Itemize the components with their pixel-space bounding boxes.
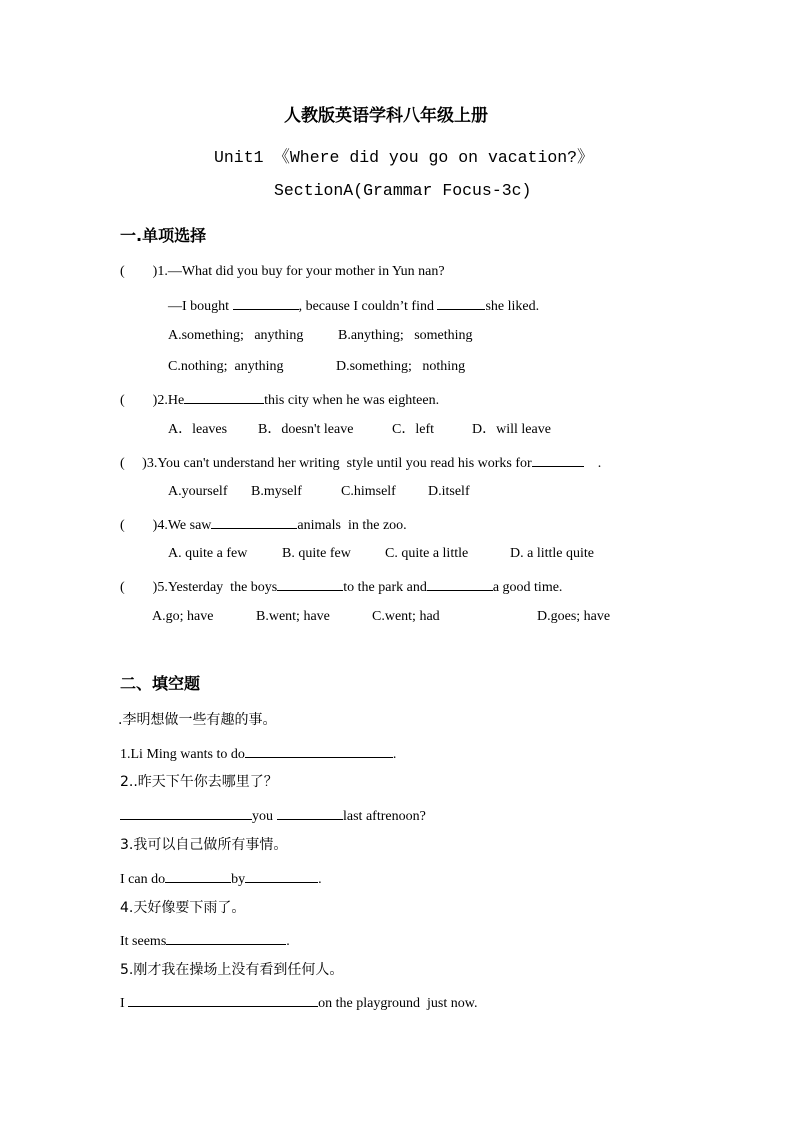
item-text: last aftrenoon? [343,809,426,824]
stem-text: she liked. [485,299,540,314]
option-b[interactable]: B.went; have [256,609,330,624]
option-c[interactable]: C．left [392,422,434,437]
section-title: SectionA(Grammar Focus-3c) [274,181,532,200]
option-d[interactable]: D. a little quite [510,546,594,561]
option-b[interactable]: B.anything; something [338,328,473,343]
stem-text: Yesterday the boys [167,580,278,595]
item-4-chinese: 4.天好像要下雨了。 [120,900,246,916]
answer-bracket[interactable]: ( ) [120,393,158,408]
option-a[interactable]: A．leaves [168,422,228,437]
item-text: . [318,872,322,887]
question-2 [120,389,439,410]
item-3-chinese: 3.我可以自己做所有事情。 [120,837,288,853]
worksheet-title: 人教版英语学科八年级上册 [284,106,488,126]
answer-blank[interactable] [437,295,485,310]
answer-blank[interactable] [128,992,318,1007]
question-number: 4. [157,518,168,533]
item-text: . [286,934,290,949]
item-1-english [120,743,396,764]
answer-blank[interactable] [233,295,299,310]
question-5 [120,576,562,597]
answer-blank[interactable] [277,805,343,820]
option-d[interactable]: D.goes; have [537,609,611,624]
option-c[interactable]: C.nothing; anything [168,359,284,374]
question-4 [120,514,407,535]
item-5-english [120,992,477,1013]
item-text: by [231,872,246,887]
option-b[interactable]: B．doesn't leave [258,422,354,437]
item-text: on the playground just now. [318,996,478,1011]
stem-text: this city when he was eighteen. [264,393,440,408]
item-3-english [120,868,322,889]
question-3 [120,452,601,473]
item-text: It seems [120,934,167,949]
stem-text: We saw [167,518,212,533]
answer-blank[interactable] [184,389,264,404]
item-text: I can do [120,872,166,887]
stem-text: , because I couldn’t find [298,299,438,314]
question-stem: —What did you buy for your mother in Yun nan? [167,264,445,279]
option-d[interactable]: D.itself [428,484,470,499]
question-number: 2. [157,393,168,408]
answer-bracket[interactable]: ( ) [120,264,158,279]
answer-blank[interactable] [277,576,343,591]
item-text: . [392,747,397,762]
stem-text: . [597,456,602,471]
item-4-english [120,930,290,951]
item-2-english [120,805,426,826]
answer-blank[interactable] [120,805,252,820]
item-5-chinese: 5.刚才我在操场上没有看到任何人。 [120,962,344,978]
stem-text: to the park and [343,580,427,595]
answer-bracket[interactable]: ( ) [120,580,158,595]
item-text: 1.Li Ming wants to do [120,747,245,762]
item-text: I [120,996,129,1011]
question-number: 3. [146,456,158,471]
stem-text: —I bought [168,299,233,314]
option-d[interactable]: D．will leave [472,422,551,437]
answer-blank[interactable] [245,743,393,758]
part2-heading: 二、填空题 [120,674,201,693]
stem-text: You can't understand her writing style until you read his works for [157,456,532,471]
answer-bracket[interactable]: ( ) [120,456,147,471]
item-1-chinese: .李明想做一些有趣的事。 [118,712,277,728]
option-a[interactable]: A.go; have [152,609,214,624]
answer-blank[interactable] [245,868,318,883]
option-c[interactable]: C.himself [341,484,396,499]
answer-bracket[interactable]: ( ) [120,518,158,533]
answer-blank[interactable] [166,930,286,945]
answer-blank[interactable] [427,576,493,591]
answer-blank[interactable] [165,868,231,883]
option-b[interactable]: B.myself [251,484,302,499]
stem-text: animals in the zoo. [297,518,407,533]
option-a[interactable]: A. quite a few [168,546,248,561]
question-1 [120,263,445,281]
option-a[interactable]: A.something; anything [168,328,304,343]
question-1-stem-2 [168,295,539,316]
question-number: 5. [157,580,168,595]
item-text: you [252,809,273,824]
unit-title: Unit1 《Where did you go on vacation?》 [214,148,594,167]
option-c[interactable]: C. quite a little [385,546,469,561]
option-b[interactable]: B. quite few [282,546,351,561]
item-2-chinese: 2..昨天下午你去哪里了？ [120,774,278,790]
option-a[interactable]: A.yourself [168,484,228,499]
option-c[interactable]: C.went; had [372,609,440,624]
stem-text: He [167,393,185,408]
question-number: 1. [157,264,168,279]
option-d[interactable]: D.something; nothing [336,359,466,374]
part1-heading: 一.单项选择 [120,226,207,245]
answer-blank[interactable] [211,514,297,529]
stem-text: a good time. [492,580,563,595]
answer-blank[interactable] [532,452,584,467]
